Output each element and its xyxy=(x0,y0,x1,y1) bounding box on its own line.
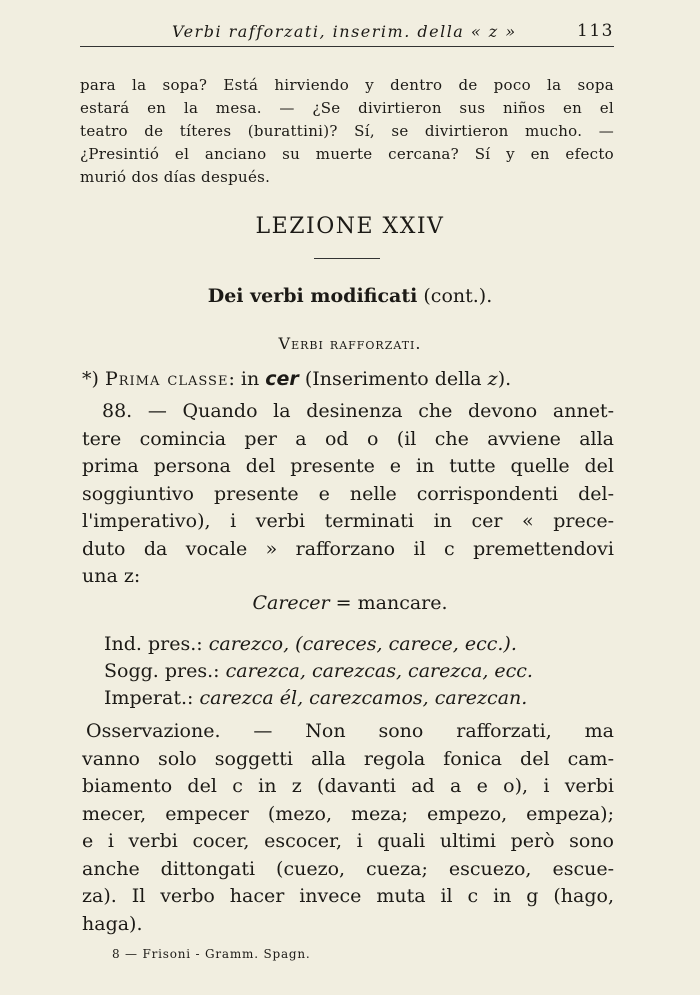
observation-line: e i verbi cocer, escocer, i quali ultimi però sono xyxy=(82,830,614,852)
page-number: 113 xyxy=(577,21,614,41)
conjugation-label: Imperat.: xyxy=(104,687,200,709)
intro-line: ¿Presintió el anciano su muerte cercana? Sí y en efecto xyxy=(80,145,614,163)
conjugation-label: Sogg. pres.: xyxy=(104,660,226,682)
conjugation-row xyxy=(104,632,517,657)
class-ending: cer xyxy=(265,368,299,390)
para88-line: prima persona del presente e in tutte quelle del xyxy=(82,455,614,477)
example-verb: Carecer xyxy=(252,592,330,614)
title-divider xyxy=(314,258,380,259)
para88-line: soggiuntivo presente e nelle corrispondenti del- xyxy=(82,482,614,505)
observation-line: mecer, empecer (mezo, meza; empezo, empeza); xyxy=(82,802,614,825)
section-title xyxy=(0,285,700,307)
intro-line: estará en la mesa. — ¿Se divirtieron sus niños en el xyxy=(80,99,614,117)
observation-line: haga). xyxy=(82,912,143,935)
class-marker: *) xyxy=(82,368,105,390)
example-meaning: mancare. xyxy=(357,592,448,614)
para88-line: una z: xyxy=(82,565,141,587)
example-line xyxy=(0,592,700,614)
para88-line: 88. — Quando la desinenza che devono annet- xyxy=(102,400,614,422)
class-label: Prima classe xyxy=(104,368,229,390)
running-head xyxy=(80,20,614,47)
conjugation-forms: carezca él, carezcamos, carezcan. xyxy=(199,687,528,709)
observation-line: anche dittongati (cuezo, cueza; escuezo, escue- xyxy=(82,857,614,880)
intro-line: murió dos días después. xyxy=(80,168,271,186)
observation-line: vanno solo soggetti alla regola fonica del cam- xyxy=(82,747,614,770)
running-title: Verbi rafforzati, inserim. della « z » xyxy=(172,22,517,41)
conjugation-row xyxy=(104,659,533,684)
intro-line: teatro de títeres (burattini)? Sí, se divirtieron mucho. — xyxy=(80,122,614,140)
class-rest-b: ). xyxy=(497,368,512,390)
observation-line: Osservazione. — Non sono rafforzati, ma xyxy=(86,720,614,742)
conjugation-forms: carezca, carezcas, carezca, ecc. xyxy=(225,660,533,682)
para88-line: l'imperativo), i verbi terminati in cer « prece- xyxy=(82,510,614,532)
observation-paragraph xyxy=(82,718,614,938)
class-rest-a: (Inserimento della xyxy=(298,368,488,390)
intro-line: para la sopa? Está hirviendo y dentro de poco la sopa xyxy=(80,76,614,94)
class-line xyxy=(82,366,614,394)
conjugation-row xyxy=(104,686,527,711)
example-equals: = xyxy=(329,592,358,614)
conjugation-label: Ind. pres.: xyxy=(104,633,209,655)
conjugation-forms: carezco, (careces, carece, ecc.). xyxy=(208,633,517,655)
subsection-title: Verbi rafforzati. xyxy=(278,334,422,353)
para88-line: tere comincia per a od o (il che avviene alla xyxy=(82,427,614,450)
footer-signature: 8 — Frisoni - Gramm. Spagn. xyxy=(112,947,311,961)
paragraph-88 xyxy=(82,398,614,591)
intro-paragraph xyxy=(80,74,614,189)
class-colon: : in xyxy=(228,368,266,390)
section-title-bold: Dei verbi modificati xyxy=(207,285,418,307)
class-z: z xyxy=(487,368,498,390)
para88-line: duto da vocale » rafforzano il c premettendovi xyxy=(82,537,614,560)
observation-line: biamento del c in z (davanti ad a e o), i verbi xyxy=(82,775,614,797)
section-title-rest: (cont.). xyxy=(417,285,493,307)
observation-line: za). Il verbo hacer invece muta il c in g (hago, xyxy=(82,885,614,907)
lesson-title: LEZIONE XXIV xyxy=(255,214,445,239)
